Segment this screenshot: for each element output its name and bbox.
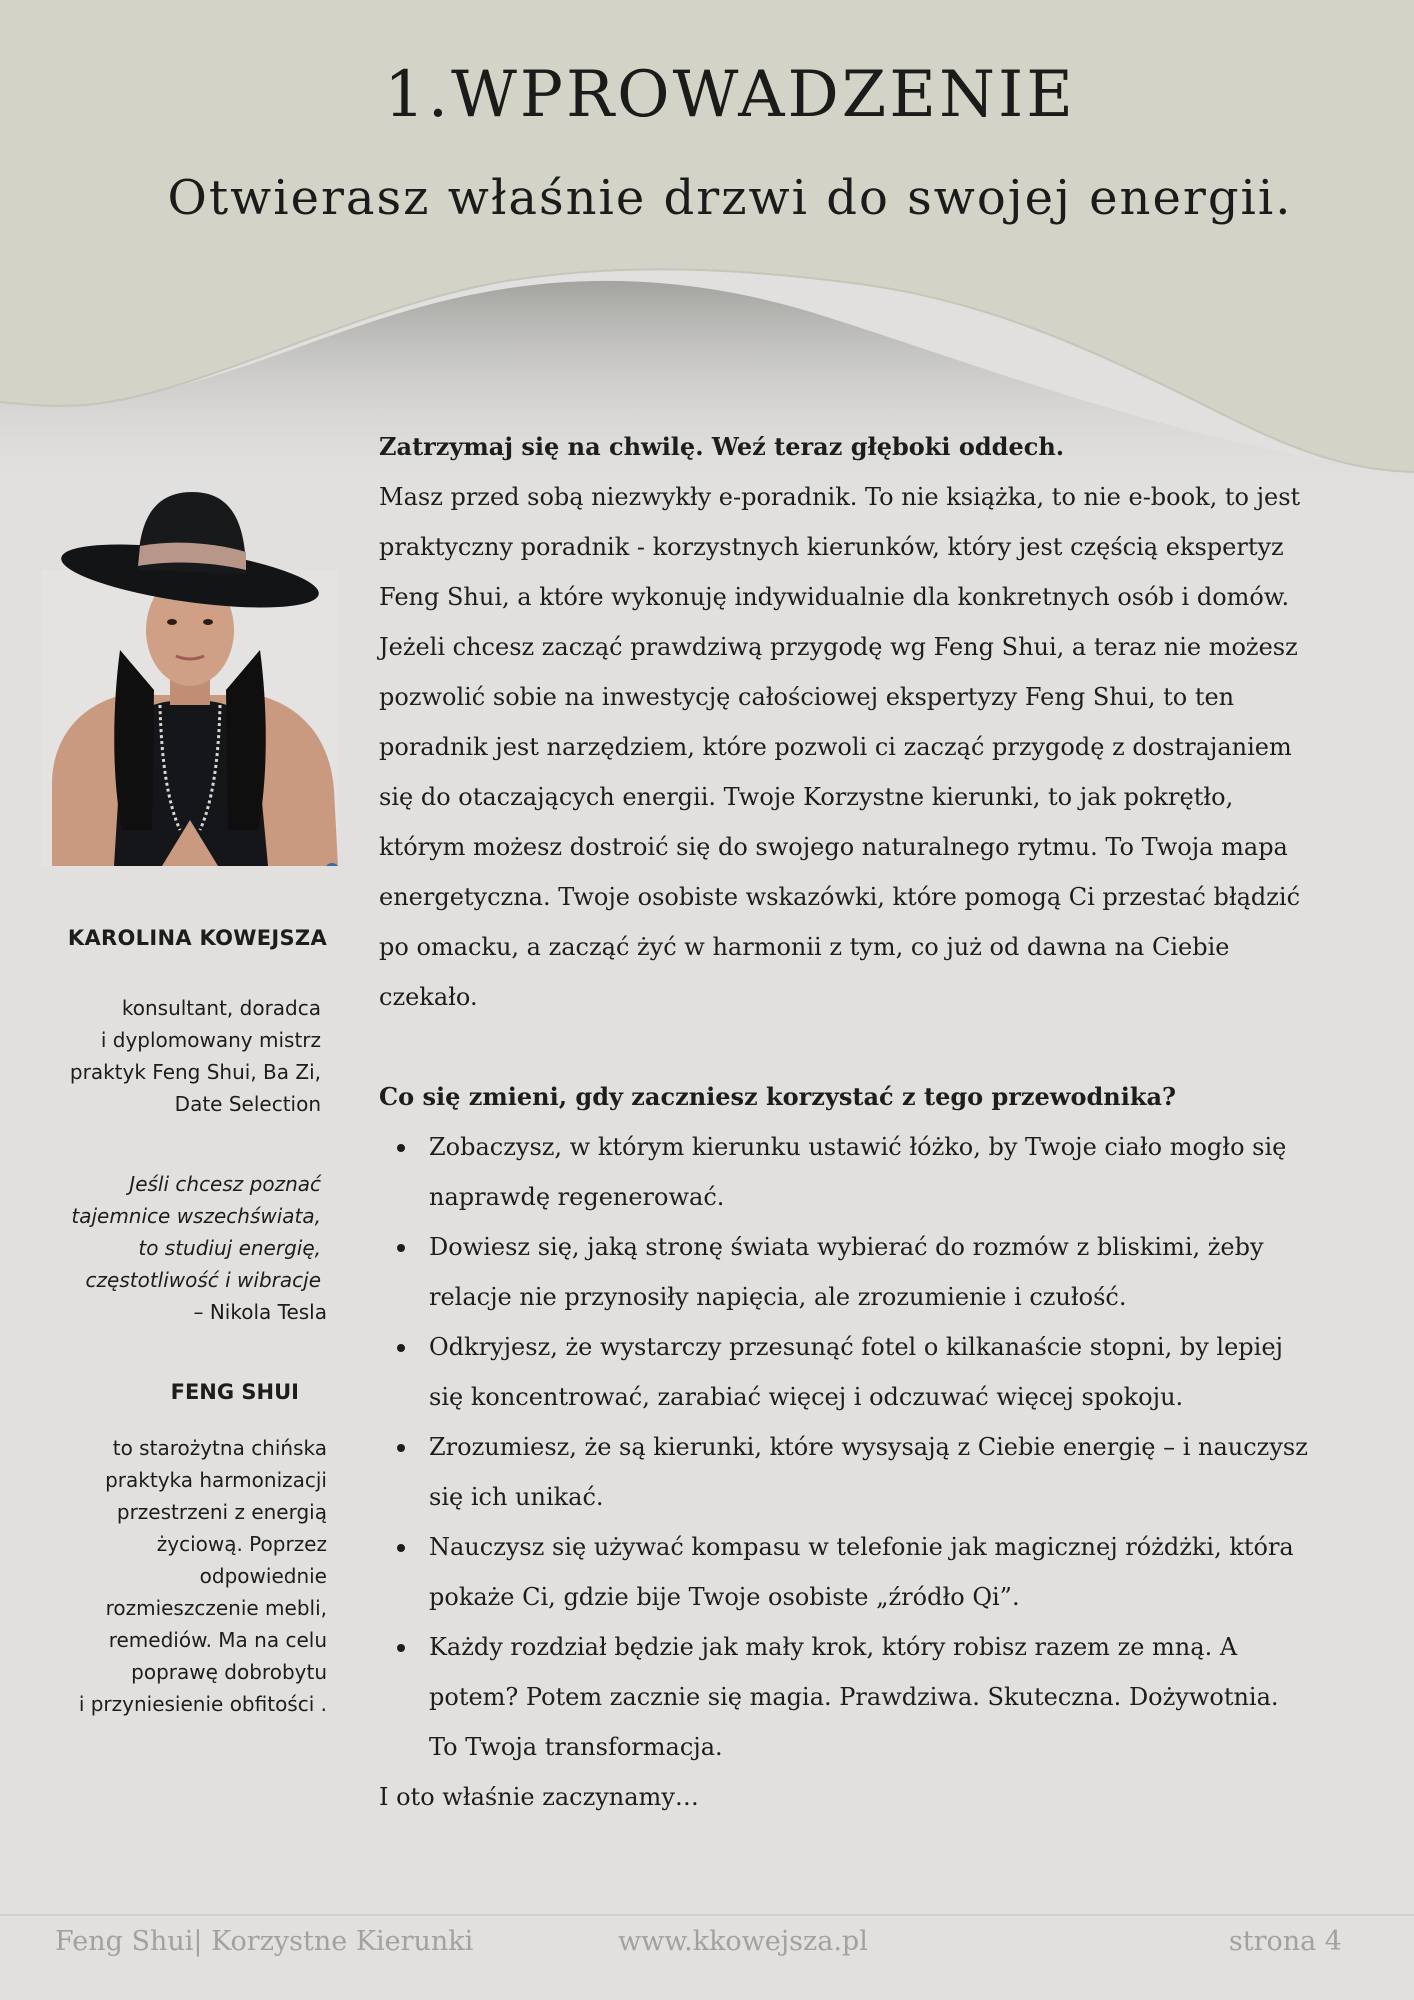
quote-line: częstotliwość i wibracje <box>85 1268 321 1292</box>
intro-line: Masz przed sobą niezwykły e-poradnik. To nie książka, to nie e-book, to jest <box>379 483 1301 511</box>
feng-shui-line: przestrzeni z energią <box>116 1500 327 1524</box>
changes-heading: Co się zmieni, gdy zaczniesz korzystać z tego przewodnika? <box>379 1082 1177 1111</box>
author-portrait <box>42 490 338 866</box>
benefit-line: pokaże Ci, gdzie bije Twoje osobiste „źródło Qi”. <box>429 1583 1020 1611</box>
feng-shui-line: rozmieszczenie mebli, <box>105 1596 327 1620</box>
footer-document-title: Feng Shui| Korzystne Kierunki <box>55 1926 474 1957</box>
intro-line: pozwolić sobie na inwestycję całościowej ekspertyzy Feng Shui, to ten <box>379 683 1235 711</box>
footer-page-number: strona 4 <box>1228 1926 1342 1957</box>
benefit-line: Zrozumiesz, że są kierunki, które wysysają z Ciebie energię – i nauczysz <box>429 1433 1308 1461</box>
intro-line: Feng Shui, a które wykonuję indywidualnie dla konkretnych osób i domów. <box>379 583 1290 611</box>
feng-shui-description <box>79 1432 327 1720</box>
tesla-quote <box>71 1168 327 1328</box>
author-role-line: praktyk Feng Shui, Ba Zi, <box>69 1060 321 1084</box>
author-role <box>70 992 321 1120</box>
intro-line: którym możesz dostroić się do swojego naturalnego rytmu. To Twoja mapa <box>379 833 1288 861</box>
intro-line: po omacku, a zacząć żyć w harmonii z tym, co już od dawna na Ciebie <box>379 933 1230 961</box>
benefit-line: To Twoja transformacja. <box>429 1733 723 1761</box>
footer-divider <box>0 1914 1414 1916</box>
intro-line: poradnik jest narzędziem, które pozwoli ci zacząć przygodę z dostrajaniem <box>379 733 1292 761</box>
intro-line: się do otaczających energii. Twoje Korzystne kierunki, to jak pokrętło, <box>379 783 1234 811</box>
closing-sentence: I oto właśnie zaczynamy… <box>379 1783 699 1811</box>
benefit-item <box>379 1622 1379 1772</box>
benefit-line: potem? Potem zacznie się magia. Prawdziwa. Skuteczna. Dożywotnia. <box>429 1683 1279 1711</box>
feng-shui-heading: FENG SHUI <box>170 1380 299 1404</box>
feng-shui-line: poprawę dobrobytu <box>131 1660 327 1684</box>
benefit-line: Nauczysz się używać kompasu w telefonie jak magicznej różdżki, która <box>429 1533 1294 1561</box>
feng-shui-line: i przyniesienie obfitości . <box>78 1692 327 1716</box>
author-role-line: i dyplomowany mistrz <box>100 1028 321 1052</box>
intro-line: czekało. <box>379 983 478 1011</box>
author-role-line: konsultant, doradca <box>121 996 321 1020</box>
benefit-item <box>379 1222 1379 1322</box>
intro-line: Jeżeli chcesz zacząć prawdziwą przygodę wg Feng Shui, a teraz nie możesz <box>379 633 1298 661</box>
benefit-line: naprawdę regenerować. <box>429 1183 725 1211</box>
intro-paragraph <box>379 472 1379 1022</box>
benefit-line: Odkryjesz, że wystarczy przesunąć fotel o kilkanaście stopni, by lepiej <box>429 1333 1283 1361</box>
feng-shui-line: odpowiednie <box>199 1564 327 1588</box>
main-content <box>379 422 1379 1822</box>
benefit-line: się koncentrować, zarabiać więcej i odczuwać więcej spokoju. <box>429 1383 1184 1411</box>
feng-shui-line: to starożytna chińska <box>112 1436 327 1460</box>
quote-line: to studiuj energię, <box>138 1236 321 1260</box>
feng-shui-line: praktyka harmonizacji <box>105 1468 327 1492</box>
benefit-item <box>379 1422 1379 1522</box>
benefit-item <box>379 1122 1379 1222</box>
benefit-line: Dowiesz się, jaką stronę świata wybierać do rozmów z bliskimi, żeby <box>429 1233 1264 1261</box>
benefit-line: Każdy rozdział będzie jak mały krok, który robisz razem ze mną. A <box>429 1633 1238 1661</box>
footer-website-link[interactable]: www.kkowejsza.pl <box>618 1926 868 1957</box>
benefit-line: Zobaczysz, w którym kierunku ustawić łóżko, by Twoje ciało mogło się <box>429 1133 1287 1161</box>
quote-line: Jeśli chcesz poznać <box>129 1172 321 1196</box>
benefit-item <box>379 1322 1379 1422</box>
author-name: KAROLINA KOWEJSZA <box>67 926 327 950</box>
quote-line: tajemnice wszechświata, <box>71 1204 321 1228</box>
benefit-item <box>379 1522 1379 1622</box>
benefit-line: relacje nie przynosiły napięcia, ale zrozumienie i czułość. <box>429 1283 1127 1311</box>
feng-shui-line: życiową. Poprzez <box>156 1532 327 1556</box>
page-title: 1.WPROWADZENIE <box>384 58 1076 132</box>
page-subtitle: Otwierasz właśnie drzwi do swojej energii. <box>167 170 1293 226</box>
benefit-line: się ich unikać. <box>429 1483 604 1511</box>
feng-shui-line: remediów. Ma na celu <box>108 1628 327 1652</box>
quote-author: – Nikola Tesla <box>193 1300 327 1324</box>
lead-sentence: Zatrzymaj się na chwilę. Weź teraz głęboki oddech. <box>379 432 1065 461</box>
intro-line: energetyczna. Twoje osobiste wskazówki, które pomogą Ci przestać błądzić <box>379 883 1301 911</box>
intro-line: praktyczny poradnik - korzystnych kierunków, który jest częścią ekspertyz <box>379 533 1284 561</box>
author-role-line: Date Selection <box>174 1092 321 1116</box>
benefits-list <box>379 1122 1379 1772</box>
